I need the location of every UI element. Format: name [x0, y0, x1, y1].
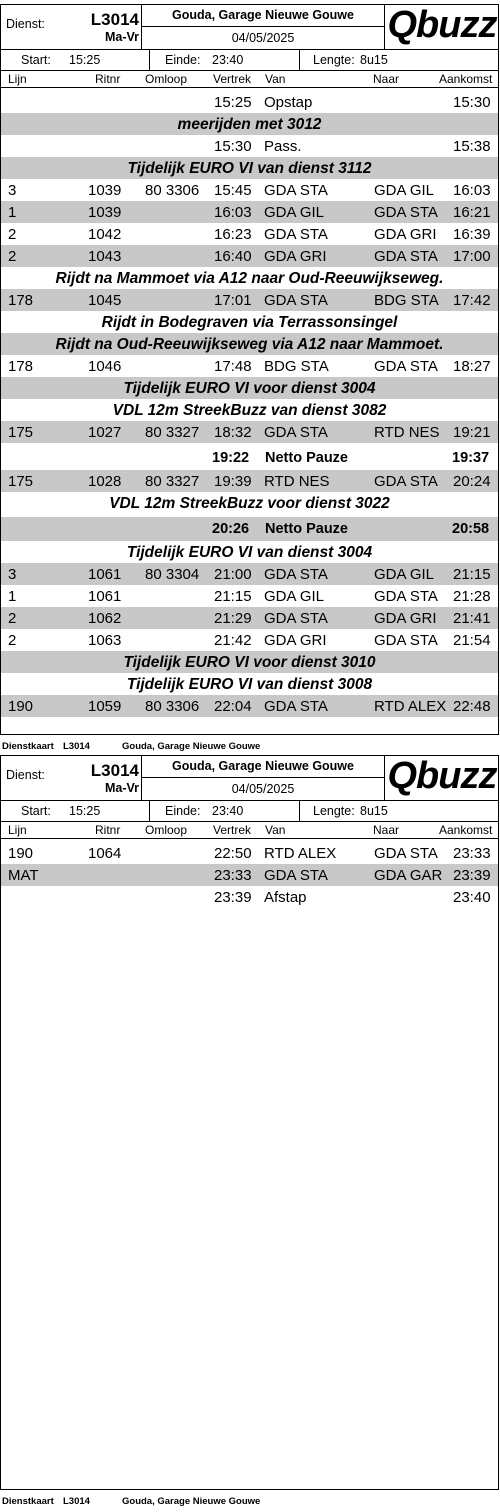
column-headers [1, 71, 498, 88]
table-row: MAT 23:33 GDA STA GDA GAR 23:39 [1, 864, 498, 886]
table-row: 190 1064 22:50 RTD ALEX GDA STA 23:33 [8, 845, 491, 862]
depot-cell [142, 756, 385, 800]
dienst-cell [1, 756, 142, 800]
col-van: Van [265, 72, 286, 86]
col-van: Van [265, 823, 286, 837]
lengte-label: Lengte: [313, 53, 355, 67]
col-vertrek: Vertrek [213, 823, 252, 837]
trip-note: VDL 12m StreekBuzz voor dienst 3022 [109, 495, 390, 512]
page-header [1, 756, 498, 801]
footer-code: L3014 [63, 741, 90, 752]
lengte-label: Lengte: [313, 804, 355, 818]
qbuzz-logo: Qbuzz [387, 755, 497, 797]
einde-time: 23:40 [212, 53, 244, 67]
table-row: 2 1062 21:29 GDA STA GDA GRI 21:41 [1, 607, 498, 629]
col-lijn: Lijn [8, 823, 27, 837]
dienst-label: Dienst: [6, 17, 45, 31]
footer-code: L3014 [63, 1496, 90, 1507]
qbuzz-logo: Qbuzz [387, 4, 497, 46]
column-headers [1, 822, 498, 839]
col-omloop: Omloop [145, 823, 188, 837]
pause-row: 19:22 Netto Pauze 19:37 [212, 450, 490, 466]
lengte-value: 8u15 [360, 804, 388, 818]
col-naar: Naar [373, 823, 400, 837]
dienst-days: Ma-Vr [104, 781, 139, 795]
footer-depot: Gouda, Garage Nieuwe Gouwe [122, 741, 261, 752]
trip-note: Tijdelijk EURO VI van dienst 3112 [1, 157, 498, 179]
time-info [1, 801, 498, 822]
dienst-code: L3014 [90, 10, 139, 29]
einde-label: Einde: [165, 53, 201, 67]
time-info [1, 50, 498, 71]
col-omloop: Omloop [145, 72, 188, 86]
table-row: 23:39 Afstap 23:40 [214, 889, 491, 906]
start-time: 15:25 [69, 804, 101, 818]
col-ritnr: Ritnr [95, 823, 121, 837]
date: 04/05/2025 [231, 31, 295, 45]
col-naar: Naar [373, 72, 400, 86]
depot-name: Gouda, Garage Nieuwe Gouwe [142, 5, 384, 27]
table-row: 2 1042 16:23 GDA STA GDA GRI 16:39 [8, 226, 491, 243]
footer-label: Dienstkaart [2, 1496, 54, 1507]
lengte-value: 8u15 [360, 53, 388, 67]
trip-note: meerijden met 3012 [1, 113, 498, 135]
table-row: 2 1043 16:40 GDA GRI GDA STA 17:00 [1, 245, 498, 267]
col-vertrek: Vertrek [213, 72, 252, 86]
trip-note: Tijdelijk EURO VI voor dienst 3010 [1, 651, 498, 673]
trip-note: Tijdelijk EURO VI van dienst 3008 [126, 676, 373, 693]
start-time: 15:25 [69, 53, 101, 67]
table-row: 3 1039 80 3306 15:45 GDA STA GDA GIL 16:03 [8, 182, 491, 199]
einde-label: Einde: [165, 804, 201, 818]
table-row: 178 1045 17:01 GDA STA BDG STA 17:42 [1, 289, 498, 311]
table-row: 190 1059 80 3306 22:04 GDA STA RTD ALEX 22:48 [1, 695, 498, 717]
table-row: 3 1061 80 3304 21:00 GDA STA GDA GIL 21:15 [1, 563, 498, 585]
dienst-days: Ma-Vr [104, 30, 139, 44]
col-aankomst: Aankomst [439, 823, 493, 837]
dienstkaart-page-1 [0, 4, 499, 735]
footer-depot: Gouda, Garage Nieuwe Gouwe [122, 1496, 261, 1507]
footer-label: Dienstkaart [2, 741, 54, 752]
table-row: 2 1063 21:42 GDA GRI GDA STA 21:54 [8, 632, 491, 649]
depot-name: Gouda, Garage Nieuwe Gouwe [142, 756, 384, 778]
trip-note: Tijdelijk EURO VI van dienst 3004 [126, 544, 373, 561]
trip-note: Rijdt na Mammoet via A12 naar Oud-Reeuwijkseweg. [55, 270, 444, 287]
table-row: 175 1027 80 3327 18:32 GDA STA RTD NES 19:21 [1, 421, 498, 443]
depot-cell [142, 5, 385, 49]
table-row: 1 1061 21:15 GDA GIL GDA STA 21:28 [8, 588, 491, 605]
col-lijn: Lijn [8, 72, 27, 86]
trip-note: Rijdt na Oud-Reeuwijkseweg via A12 naar Mammoet. [1, 333, 498, 355]
dienst-cell [1, 5, 142, 49]
start-label: Start: [21, 804, 51, 818]
table-row: 175 1028 80 3327 19:39 RTD NES GDA STA 20:24 [1, 470, 498, 492]
page-header [1, 5, 498, 50]
col-ritnr: Ritnr [95, 72, 121, 86]
table-row: 15:30 Pass. 15:38 [214, 138, 491, 155]
table-row: 15:25 Opstap 15:30 [214, 94, 491, 111]
dienst-code: L3014 [90, 761, 139, 780]
trip-note: Tijdelijk EURO VI voor dienst 3004 [1, 377, 498, 399]
dienstkaart-page-2 [0, 755, 499, 1490]
dienst-label: Dienst: [6, 768, 45, 782]
trip-note: Rijdt in Bodegraven via Terrassonsingel [101, 314, 398, 331]
einde-time: 23:40 [212, 804, 244, 818]
table-row: 178 1046 17:48 BDG STA GDA STA 18:27 [8, 358, 491, 375]
col-aankomst: Aankomst [439, 72, 493, 86]
date: 04/05/2025 [231, 782, 295, 796]
pause-row: 20:26 Netto Pauze 20:58 [1, 517, 498, 541]
trip-note: VDL 12m StreekBuzz van dienst 3082 [112, 402, 387, 419]
start-label: Start: [21, 53, 51, 67]
table-row: 1 1039 16:03 GDA GIL GDA STA 16:21 [1, 201, 498, 223]
